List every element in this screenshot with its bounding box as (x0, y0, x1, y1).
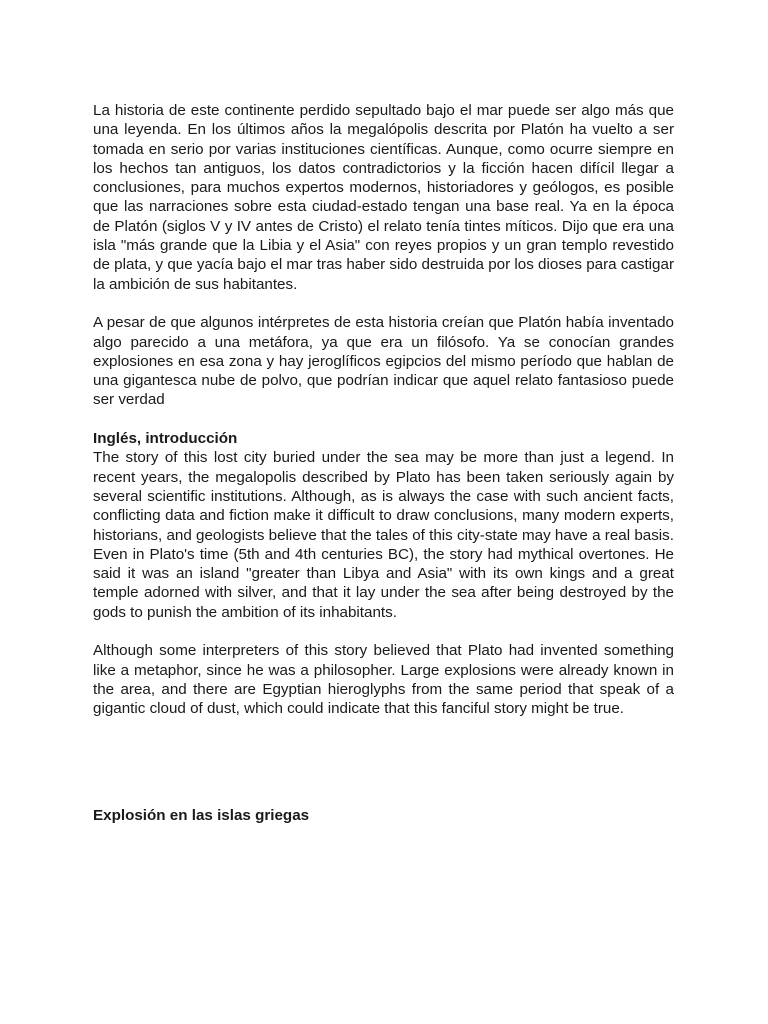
paragraph-spacer (93, 410, 674, 429)
paragraph-en-1: The story of this lost city buried under the sea may be more than just a legend. In recent years, the megalopolis described by Plato has been taken seriously again by several scientific institutions. Although, as is always the case with such ancient facts, conflicting data and fiction make it difficult to draw conclusions, many modern experts, historians, and geologists believe that the tales of this city-state may have a real basis. Even in Plato's time (5th and 4th centuries BC), the story had mythical overtones. He said it was an island "greater than Libya and Asia" with its own kings and a great temple adorned with silver, and that it lay under the sea after being destroyed by the gods to punish the ambition of its inhabitants. (93, 449, 674, 621)
section-spacer (93, 719, 674, 806)
paragraph-en-2: Although some interpreters of this story believed that Plato had invented something like a metaphor, since he was a philosopher. Large explosions were already known in the area, and there are Egyptian hieroglyphs from the same period that speak of a gigantic cloud of dust, which could indicate that this fanciful story might be true. (93, 642, 674, 718)
paragraph-spacer (93, 294, 674, 313)
paragraph-spacer (93, 622, 674, 641)
heading-explosion-islas-griegas: Explosión en las islas griegas (93, 806, 310, 824)
paragraph-es-1: La historia de este continente perdido sepultado bajo el mar puede ser algo más que una leyenda. En los últimos años la megalópolis descrita por Platón ha vuelto a ser tomada en serio por varias instituciones científicas. Aunque, como ocurre siempre en los hechos tan antiguos, los datos contradictorios y la ficción hacen difícil llegar a conclusiones, para muchos expertos modernos, historiadores y geólogos, es posible que las narraciones sobre esta ciudad-estado tengan una base real. Ya en la época de Platón (siglos V y IV antes de Cristo) el relato tenía tintes míticos. Dijo que era una isla "más grande que la Libia y el Asia" con reyes propios y un gran templo revestido de plata, y que yacía bajo el mar tras haber sido destruida por los dioses para castigar la ambición de sus habitantes. (93, 102, 674, 293)
heading-ingles-introduccion: Inglés, introducción (93, 430, 238, 448)
paragraph-es-2: A pesar de que algunos intérpretes de esta historia creían que Platón había inventado algo parecido a una metáfora, ya que era un filósofo. Ya se conocían grandes explosiones en esa zona y hay jeroglíficos egipcios del mismo período que hablan de una gigantesca nube de polvo, que podrían indicar que aquel relato fantasioso puede ser verdad (93, 314, 674, 409)
document-page (93, 101, 674, 825)
